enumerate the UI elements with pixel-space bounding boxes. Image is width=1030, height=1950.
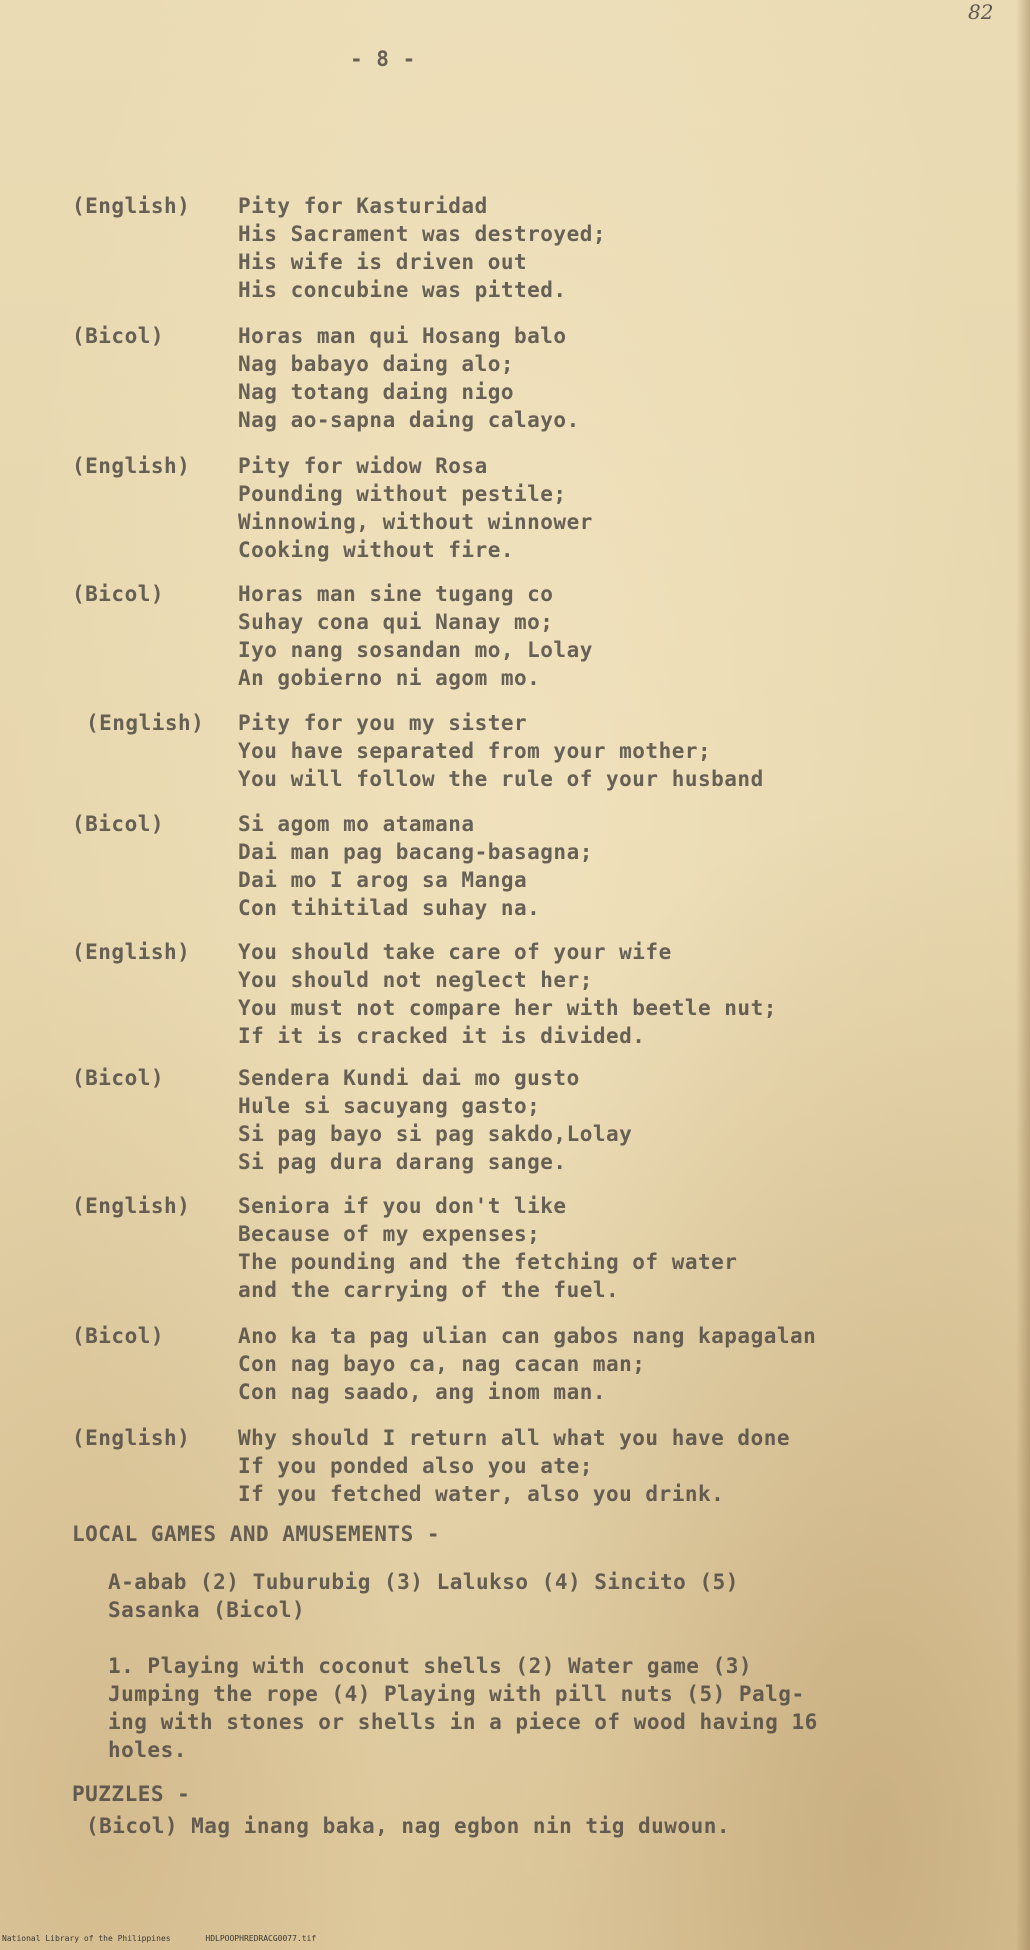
- verse-line: You should not neglect her;: [238, 968, 593, 992]
- stanza-verse: [238, 709, 764, 793]
- verse-line: Sendera Kundi dai mo gusto: [238, 1066, 580, 1090]
- stanza-label: (English): [86, 711, 205, 735]
- verse-line: Hule si sacuyang gasto;: [238, 1094, 541, 1118]
- stanza-label: (Bicol): [72, 1324, 165, 1348]
- paragraph-line: holes.: [108, 1738, 187, 1762]
- stanza-label: (English): [72, 454, 191, 478]
- verse-line: Con nag bayo ca, nag cacan man;: [238, 1352, 646, 1376]
- footer-filename: HDLPOOPHREDRACG0077.tif: [205, 1934, 317, 1943]
- games-bicol-list: [108, 1568, 739, 1624]
- stanza-label: (English): [72, 1194, 191, 1218]
- verse-line: Nag ao-sapna daing calayo.: [238, 408, 580, 432]
- verse-line: Con tihitilad suhay na.: [238, 896, 541, 920]
- paragraph-line: A-abab (2) Tuburubig (3) Lalukso (4) Sincito (5): [108, 1570, 739, 1594]
- stanza-verse: [238, 192, 606, 304]
- puzzles-heading: PUZZLES -: [72, 1782, 191, 1806]
- verse-line: Horas man qui Hosang balo: [238, 324, 567, 348]
- stanza-label: (Bicol): [72, 812, 165, 836]
- stanza-verse: [238, 1064, 632, 1176]
- paragraph-line: 1. Playing with coconut shells (2) Water game (3): [108, 1654, 753, 1678]
- stanza-verse: [238, 938, 777, 1050]
- verse-line: Pity for Kasturidad: [238, 194, 488, 218]
- verse-line: Horas man sine tugang co: [238, 582, 554, 606]
- paragraph-line: Sasanka (Bicol): [108, 1598, 306, 1622]
- paragraph-line: Jumping the rope (4) Playing with pill nuts (5) Palg-: [108, 1682, 805, 1706]
- stanza-label: (English): [72, 194, 191, 218]
- verse-line: The pounding and the fetching of water: [238, 1250, 738, 1274]
- verse-line: Ano ka ta pag ulian can gabos nang kapagalan: [238, 1324, 817, 1348]
- handwritten-page-number: 82: [968, 0, 994, 24]
- stanza-verse: [238, 580, 593, 692]
- stanza-label: (Bicol): [72, 324, 165, 348]
- verse-line: Why should I return all what you have done: [238, 1426, 791, 1450]
- scan-footer: [2, 1934, 346, 1943]
- verse-line: You will follow the rule of your husband: [238, 767, 764, 791]
- stanza-label: (Bicol): [72, 1066, 165, 1090]
- stanza-verse: [238, 1424, 790, 1508]
- games-english-list: [108, 1652, 818, 1764]
- puzzle-line: (Bicol) Mag inang baka, nag egbon nin tig duwoun.: [86, 1814, 731, 1838]
- paragraph-line: ing with stones or shells in a piece of wood having 16: [108, 1710, 818, 1734]
- verse-line: Si pag bayo si pag sakdo,Lolay: [238, 1122, 633, 1146]
- verse-line: Pity for you my sister: [238, 711, 528, 735]
- verse-line: You should take care of your wife: [238, 940, 672, 964]
- verse-line: Pounding without pestile;: [238, 482, 567, 506]
- games-heading: LOCAL GAMES AND AMUSEMENTS -: [72, 1522, 441, 1546]
- page-edge-shadow: [1016, 0, 1030, 1950]
- verse-line: An gobierno ni agom mo.: [238, 666, 541, 690]
- verse-line: Pity for widow Rosa: [238, 454, 488, 478]
- verse-line: Dai man pag bacang-basagna;: [238, 840, 593, 864]
- stanza-label: (English): [72, 1426, 191, 1450]
- verse-line: Because of my expenses;: [238, 1222, 541, 1246]
- verse-line: Si pag dura darang sange.: [238, 1150, 567, 1174]
- stanza-label: (English): [72, 940, 191, 964]
- verse-line: His wife is driven out: [238, 250, 528, 274]
- stanza-verse: [238, 810, 593, 922]
- verse-line: If it is cracked it is divided.: [238, 1024, 646, 1048]
- page-number: - 8 -: [350, 47, 416, 71]
- verse-line: You have separated from your mother;: [238, 739, 712, 763]
- verse-line: Si agom mo atamana: [238, 812, 475, 836]
- footer-library: National Library of the Philippines: [2, 1934, 171, 1943]
- verse-line: Con nag saado, ang inom man.: [238, 1380, 607, 1404]
- verse-line: Nag babayo daing alo;: [238, 352, 515, 376]
- verse-line: Nag totang daing nigo: [238, 380, 515, 404]
- verse-line: Cooking without fire.: [238, 538, 515, 562]
- stanza-label: (Bicol): [72, 582, 165, 606]
- verse-line: Seniora if you don't like: [238, 1194, 567, 1218]
- verse-line: Suhay cona qui Nanay mo;: [238, 610, 554, 634]
- verse-line: You must not compare her with beetle nut;: [238, 996, 777, 1020]
- stanza-verse: [238, 1322, 816, 1406]
- verse-line: Dai mo I arog sa Manga: [238, 868, 528, 892]
- stanza-verse: [238, 452, 593, 564]
- verse-line: His concubine was pitted.: [238, 278, 567, 302]
- stanza-verse: [238, 1192, 737, 1304]
- verse-line: Winnowing, without winnower: [238, 510, 593, 534]
- verse-line: If you ponded also you ate;: [238, 1454, 593, 1478]
- stanza-verse: [238, 322, 580, 434]
- verse-line: and the carrying of the fuel.: [238, 1278, 620, 1302]
- verse-line: If you fetched water, also you drink.: [238, 1482, 725, 1506]
- verse-line: His Sacrament was destroyed;: [238, 222, 607, 246]
- verse-line: Iyo nang sosandan mo, Lolay: [238, 638, 593, 662]
